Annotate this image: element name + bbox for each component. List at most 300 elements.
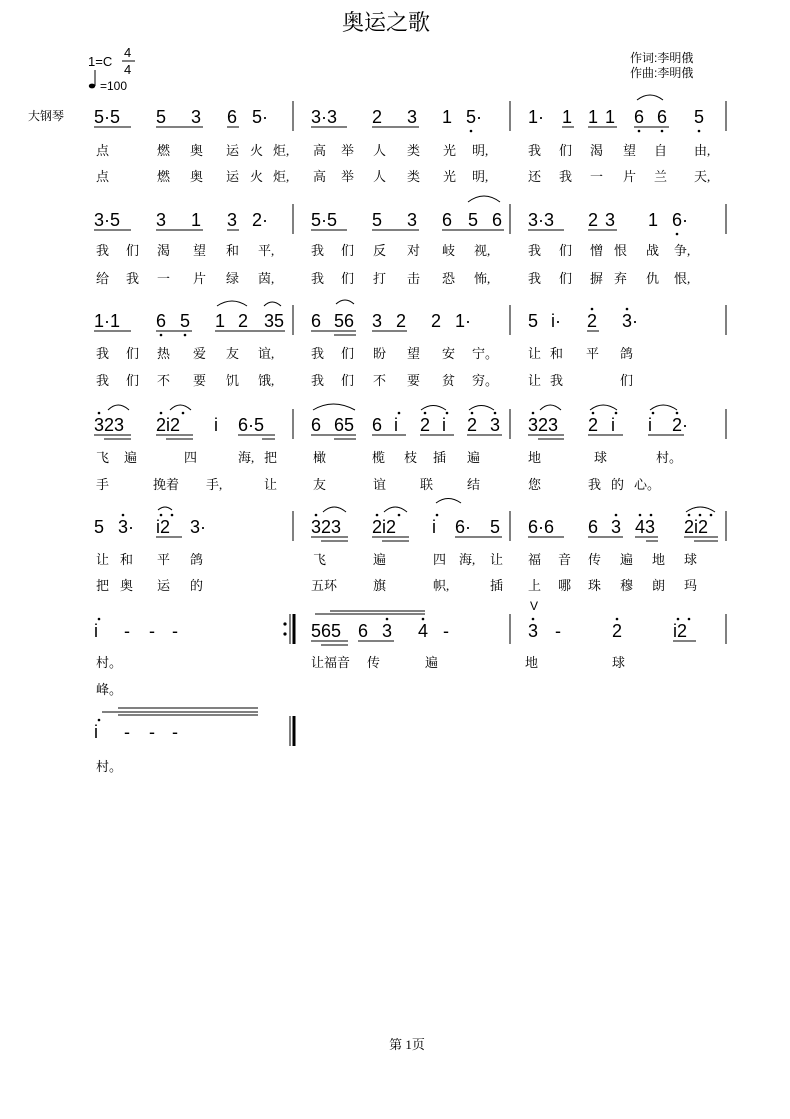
slur — [540, 405, 561, 410]
measure — [94, 708, 258, 742]
measure — [94, 507, 206, 537]
lyric: 让福音 — [311, 655, 351, 670]
slur — [384, 507, 407, 512]
lyric: 我 — [559, 169, 573, 184]
lyric: 平, — [258, 243, 275, 258]
lyric: 鸽 — [620, 346, 634, 361]
note: i — [611, 415, 615, 435]
score-line-1 — [94, 95, 726, 184]
lyric: 球 — [594, 450, 608, 465]
lyric: 运 — [226, 143, 240, 158]
note: 3 — [611, 517, 622, 537]
lyric: 片 — [623, 169, 637, 184]
lyric: 摒 — [590, 271, 604, 286]
low-octave-dot — [661, 130, 664, 133]
lyric: 玛 — [684, 578, 698, 593]
note: i2 — [673, 621, 688, 641]
slur — [637, 95, 663, 100]
lyric: 四 — [184, 450, 198, 465]
lyric: 茵, — [258, 271, 275, 286]
note: 6·5 — [238, 415, 265, 435]
note: 6 — [372, 415, 383, 435]
low-octave-dot — [470, 130, 473, 133]
lyric: 视, — [474, 243, 491, 258]
note: 6 — [634, 107, 645, 127]
note: 2 — [588, 415, 599, 435]
high-octave-dot — [376, 514, 379, 517]
note: 35 — [264, 311, 285, 331]
note: 1 — [191, 210, 202, 230]
note: 1· — [455, 311, 472, 331]
lyric: 把 — [264, 450, 278, 465]
note: - — [124, 621, 130, 641]
lyric: 音 — [558, 552, 572, 567]
lyric: 我 — [550, 373, 564, 388]
note: 3 — [227, 210, 238, 230]
lyric: 举 — [341, 143, 355, 158]
note: 6·6 — [528, 517, 555, 537]
lyric: 飞 — [313, 552, 327, 567]
lyric: 平 — [157, 552, 171, 567]
lyric: 让 — [490, 552, 504, 567]
lyric: 手 — [96, 477, 110, 492]
measure — [311, 300, 471, 335]
measure — [528, 210, 688, 235]
note: 3·3 — [311, 107, 338, 127]
slur — [436, 499, 461, 504]
note: 5· — [252, 107, 269, 127]
high-octave-dot — [688, 514, 691, 517]
lyric: 鸽 — [190, 552, 204, 567]
note: 3·5 — [94, 210, 121, 230]
note: - — [443, 621, 449, 641]
note: 6· — [672, 210, 689, 230]
note: 1· — [528, 107, 545, 127]
lyric: 渴 — [157, 243, 171, 258]
note: 5 — [468, 210, 479, 230]
high-octave-dot — [710, 514, 713, 517]
note: 6 — [227, 107, 238, 127]
measure — [94, 301, 285, 336]
note: 65 — [334, 415, 355, 435]
lyric: 宁。 — [472, 346, 499, 361]
lyric: 遍 — [620, 552, 634, 567]
lyric: 四 — [433, 552, 447, 567]
lyric: 谊 — [373, 477, 387, 492]
note: 3 — [382, 621, 393, 641]
low-octave-dot — [698, 130, 701, 133]
measure — [528, 405, 688, 439]
lyric: 穷。 — [472, 373, 499, 388]
lyric: 要 — [193, 373, 207, 388]
note: 6 — [156, 311, 167, 331]
note: 43 — [635, 517, 656, 537]
lyric: 憎 — [590, 243, 604, 258]
lyric: 要 — [407, 373, 421, 388]
note: 3· — [622, 311, 639, 331]
high-octave-dot — [398, 412, 401, 415]
lyric: 饥 — [226, 373, 240, 388]
note: 3· — [190, 517, 207, 537]
lyrics-verse-2 — [96, 682, 122, 697]
score-line-7 — [94, 708, 294, 774]
high-octave-dot — [494, 412, 497, 415]
lyric: 我 — [588, 477, 602, 492]
lyric: 燃 — [157, 143, 171, 158]
lyrics-verse-1 — [96, 655, 625, 670]
note: 6 — [311, 415, 322, 435]
lyric: 给 — [96, 271, 110, 286]
note: - — [124, 722, 130, 742]
lyric: 打 — [373, 271, 387, 286]
lyric: 人 — [373, 169, 387, 184]
note: 3· — [118, 517, 135, 537]
lyric: 我 — [311, 271, 325, 286]
high-octave-dot — [471, 412, 474, 415]
low-octave-dot — [160, 334, 163, 337]
lyric: 把 — [96, 578, 110, 593]
lyric: 击 — [407, 271, 421, 286]
lyric: 天, — [694, 169, 711, 184]
lyric: 们 — [126, 373, 140, 388]
lyric: 村。 — [96, 655, 123, 670]
lyric: 穆 — [620, 578, 634, 593]
note: 5·5 — [94, 107, 121, 127]
high-octave-dot — [424, 412, 427, 415]
lyric: 球 — [684, 552, 698, 567]
lyric: 友 — [226, 346, 240, 361]
lyrics-verse-1 — [96, 552, 697, 567]
note: 2i2 — [372, 517, 397, 537]
instrument-label: 大钢琴 — [28, 109, 65, 123]
note: 3·3 — [528, 210, 555, 230]
slur — [336, 300, 354, 304]
lyric: 恐 — [442, 271, 456, 286]
lyric: 们 — [341, 373, 355, 388]
high-octave-dot — [98, 719, 101, 722]
lyric: 遍 — [467, 450, 481, 465]
measure — [311, 404, 502, 439]
lyric: 福 — [528, 552, 542, 567]
note: 2 — [431, 311, 442, 331]
note: 1 — [588, 107, 599, 127]
accent-mark: V — [530, 599, 539, 613]
note: 323 — [311, 517, 342, 537]
note: - — [172, 722, 178, 742]
note: i — [442, 415, 446, 435]
lyric: 我 — [96, 243, 110, 258]
lyric: 怖, — [474, 271, 491, 286]
note: 2 — [372, 107, 383, 127]
high-octave-dot — [676, 412, 679, 415]
measure — [528, 599, 696, 641]
high-octave-dot — [652, 412, 655, 415]
high-octave-dot — [422, 618, 425, 621]
high-octave-dot — [436, 514, 439, 517]
lyrics-verse-1 — [96, 346, 633, 361]
note: i — [214, 415, 218, 435]
lyric: 遍 — [373, 552, 387, 567]
tempo-marking: =100 — [100, 79, 128, 93]
lyric: 让 — [264, 477, 278, 492]
note: 2 — [396, 311, 407, 331]
note: 3 — [156, 210, 167, 230]
lyric: 和 — [120, 552, 134, 567]
lyric: 村。 — [96, 759, 123, 774]
slur — [590, 405, 617, 410]
note: 5 — [694, 107, 705, 127]
measure — [94, 107, 268, 127]
lyric: 我 — [96, 346, 110, 361]
slur — [158, 507, 172, 510]
high-octave-dot — [446, 412, 449, 415]
lyric: 们 — [620, 373, 634, 388]
lyric: 海, — [459, 552, 476, 567]
note: 1·1 — [94, 311, 121, 331]
note: 56 — [334, 311, 355, 331]
lyric: 结 — [467, 477, 481, 492]
slur — [217, 301, 247, 306]
high-octave-dot — [532, 412, 535, 415]
slur — [313, 404, 355, 410]
lyric: 高 — [313, 143, 327, 158]
measure — [311, 499, 502, 542]
slur — [421, 406, 446, 411]
time-signature-unit: 4 — [124, 62, 132, 77]
lyric: 遍 — [425, 655, 439, 670]
lyric: 让 — [528, 346, 542, 361]
high-octave-dot — [615, 412, 618, 415]
lyric: 五环 — [311, 578, 338, 593]
note: 1 — [605, 107, 616, 127]
note: 5 — [528, 311, 539, 331]
lyrics-verse-1 — [96, 143, 710, 158]
note: 2i2 — [684, 517, 709, 537]
note: 2 — [612, 621, 623, 641]
lyric: 让 — [528, 373, 542, 388]
lyric: 谊, — [258, 346, 275, 361]
note: - — [149, 621, 155, 641]
lyrics-verse-2 — [96, 578, 697, 593]
measure — [528, 95, 704, 132]
high-octave-dot — [532, 618, 535, 621]
lyric: 对 — [407, 243, 421, 258]
measure — [528, 308, 638, 331]
note: 3 — [528, 621, 539, 641]
lyric: 您 — [528, 477, 542, 492]
note: 6 — [442, 210, 453, 230]
high-octave-dot — [591, 308, 594, 311]
note: 5 — [180, 311, 191, 331]
lyric: 们 — [559, 271, 573, 286]
note: 1 — [442, 107, 453, 127]
lyric: 点 — [96, 143, 110, 158]
lyric: 们 — [126, 243, 140, 258]
note: 3 — [407, 107, 418, 127]
lyric: 热 — [157, 346, 171, 361]
lyric: 争, — [674, 243, 691, 258]
note: 3 — [372, 311, 383, 331]
note: 5 — [156, 107, 167, 127]
lyric: 还 — [528, 169, 542, 184]
note: 6 — [311, 311, 322, 331]
score-line-3 — [94, 300, 726, 388]
lyric: 挽着 — [153, 477, 180, 492]
lyric: 盼 — [373, 346, 387, 361]
lyric: 上 — [528, 578, 542, 593]
lyric: 峰。 — [96, 682, 123, 697]
lyric: 插 — [433, 450, 447, 465]
lyric: 枝 — [404, 450, 418, 465]
lyric: 类 — [407, 143, 421, 158]
high-octave-dot — [160, 514, 163, 517]
note: 1 — [648, 210, 659, 230]
note: 5 — [372, 210, 383, 230]
slur — [170, 405, 191, 410]
lyric: 奥 — [190, 143, 204, 158]
high-octave-dot — [699, 514, 702, 517]
high-octave-dot — [182, 412, 185, 415]
low-octave-dot — [184, 334, 187, 337]
lyric: 让 — [96, 552, 110, 567]
lyric: 帜, — [433, 578, 450, 593]
note: i· — [551, 311, 561, 331]
score-line-4 — [94, 404, 726, 492]
lyric: 球 — [612, 655, 626, 670]
lyric: 我 — [126, 271, 140, 286]
note: 323 — [528, 415, 559, 435]
lyric: 火 — [250, 143, 264, 158]
lyric: 望 — [407, 346, 421, 361]
note: - — [149, 722, 155, 742]
lyric: 的 — [611, 477, 625, 492]
high-octave-dot — [171, 514, 174, 517]
lyric: 类 — [407, 169, 421, 184]
lyric: 橄 — [313, 450, 327, 465]
note: 4 — [418, 621, 429, 641]
note: 5·5 — [311, 210, 338, 230]
lyric: 恨, — [674, 271, 691, 286]
note: 5 — [490, 517, 501, 537]
lyric: 光 — [443, 143, 457, 158]
lyric: 地 — [528, 450, 542, 465]
lyric: 们 — [341, 243, 355, 258]
lyric: 奥 — [120, 578, 134, 593]
lyric: 珠 — [588, 578, 602, 593]
lyric: 地 — [652, 552, 666, 567]
high-octave-dot — [626, 308, 629, 311]
score-line-2 — [94, 196, 726, 286]
note: i2 — [156, 517, 171, 537]
lyric: 我 — [311, 373, 325, 388]
note: 2 — [467, 415, 478, 435]
lyric: 仇 — [646, 271, 660, 286]
lyric: 运 — [226, 169, 240, 184]
time-signature-beats: 4 — [124, 45, 132, 60]
lyric: 不 — [373, 373, 387, 388]
slur — [264, 302, 281, 306]
note: i — [432, 517, 436, 537]
lyric: 片 — [193, 271, 207, 286]
note: 2 — [420, 415, 431, 435]
lyric: 们 — [341, 346, 355, 361]
slur — [650, 405, 677, 410]
measure — [94, 405, 275, 439]
lyric: 明, — [472, 169, 489, 184]
lyric: 和 — [226, 243, 240, 258]
note: i — [648, 415, 652, 435]
note: 6 — [492, 210, 503, 230]
lyric: 手, — [206, 477, 223, 492]
lyric: 战 — [646, 243, 660, 258]
lyric: 们 — [126, 346, 140, 361]
high-octave-dot — [688, 618, 691, 621]
low-octave-dot — [638, 130, 641, 133]
note: 2· — [672, 415, 689, 435]
lyric: 绿 — [226, 271, 240, 286]
slur — [323, 507, 346, 512]
high-octave-dot — [398, 514, 401, 517]
lyric: 反 — [373, 243, 387, 258]
lyric: 饿, — [258, 373, 275, 388]
lyric: 插 — [490, 578, 504, 593]
measure — [94, 618, 178, 641]
lyric: 地 — [525, 655, 539, 670]
note: 1 — [562, 107, 573, 127]
note: i — [94, 621, 98, 641]
lyric: 高 — [313, 169, 327, 184]
high-octave-dot — [592, 412, 595, 415]
measure — [94, 210, 268, 230]
note: i — [94, 722, 98, 742]
note: 2 — [238, 311, 249, 331]
lyric: 奥 — [190, 169, 204, 184]
lyric: 人 — [373, 143, 387, 158]
repeat-sign — [283, 614, 294, 644]
lyrics-verse-1 — [96, 450, 682, 465]
note: 3 — [605, 210, 616, 230]
lyric: 明, — [472, 143, 489, 158]
lyric: 一 — [590, 169, 604, 184]
note: 323 — [94, 415, 125, 435]
lyric: 贫 — [442, 373, 456, 388]
high-octave-dot — [386, 618, 389, 621]
note: 1 — [215, 311, 226, 331]
slur — [108, 405, 129, 410]
note: i — [394, 415, 398, 435]
score-line-6 — [94, 599, 726, 697]
lyric: 由, — [694, 143, 711, 158]
page-number: 第 1页 — [389, 1037, 425, 1052]
lyric: 望 — [623, 143, 637, 158]
lyric: 火 — [250, 169, 264, 184]
lyrics-verse-1 — [96, 759, 122, 774]
lyricist-credit: 作词:李明俄 — [630, 51, 694, 65]
lyric: 们 — [341, 271, 355, 286]
note: - — [172, 621, 178, 641]
lyric: 举 — [341, 169, 355, 184]
lyric: 兰 — [654, 169, 668, 184]
lyric: 自 — [654, 143, 668, 158]
measure — [311, 196, 504, 230]
lyric: 运 — [157, 578, 171, 593]
measure — [311, 107, 482, 132]
high-octave-dot — [160, 412, 163, 415]
final-barline — [290, 716, 294, 746]
lyric: 炬, — [273, 169, 290, 184]
lyric: 岐 — [442, 243, 456, 258]
lyric: 我 — [528, 243, 542, 258]
